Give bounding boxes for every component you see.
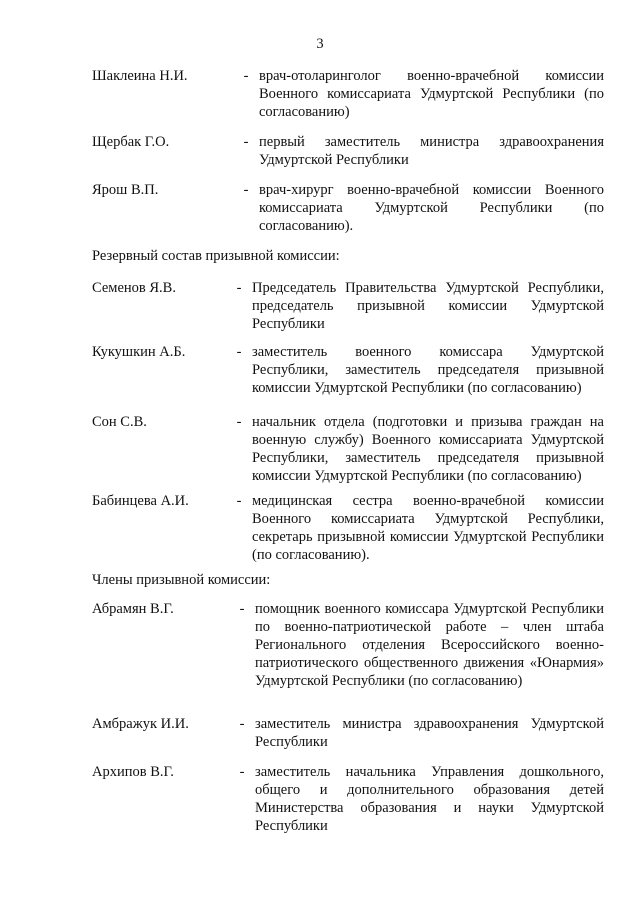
person-name: Щербак Г.О.	[92, 134, 170, 150]
dash-separator: -	[243, 134, 249, 150]
person-position: заместитель военного комиссара Удмуртской Республики, заместитель председателя призывной комиссии Удмуртской Республики (по согласованию)	[252, 344, 604, 396]
dash-separator: -	[239, 764, 245, 780]
dash-separator: -	[239, 601, 245, 617]
person-position: Председатель Правительства Удмуртской Республики, председатель призывной комиссии Удмуртской Республики	[252, 280, 604, 332]
person-position: врач-хирург военно-врачебной комиссии Военного комиссариата Удмуртской Республики (по согласованию).	[259, 182, 604, 234]
person-name: Шаклеина Н.И.	[92, 68, 188, 84]
person-name: Кукушкин А.Б.	[92, 344, 186, 360]
person-name: Ярош В.П.	[92, 182, 159, 198]
section-heading-members: Члены призывной комиссии:	[92, 572, 271, 588]
dash-separator: -	[236, 344, 242, 360]
page-number: 3	[316, 36, 324, 52]
person-name: Семенов Я.В.	[92, 280, 176, 296]
dash-separator: -	[243, 182, 249, 198]
person-position: первый заместитель министра здравоохранения Удмуртской Республики	[259, 134, 604, 168]
person-name: Бабинцева А.И.	[92, 493, 189, 509]
person-name: Архипов В.Г.	[92, 764, 174, 780]
person-position: начальник отдела (подготовки и призыва граждан на военную службу) Военного комиссариата Удмуртской Республики, заместитель председателя призывной комиссии Удмуртской Республики (по согласованию)	[252, 414, 604, 484]
person-name: Абрамян В.Г.	[92, 601, 174, 617]
person-position: заместитель министра здравоохранения Удмуртской Республики	[255, 716, 604, 750]
section-heading-reserve: Резервный состав призывной комиссии:	[92, 248, 340, 264]
dash-separator: -	[236, 493, 242, 509]
person-position: помощник военного комиссара Удмуртской Республики по военно-патриотической работе – член штаба Регионального отделения Всероссийского военно-патриотического общественного движения «Юнармия» Удмуртской Республики (по согласованию)	[255, 601, 604, 689]
person-name: Сон С.В.	[92, 414, 147, 430]
person-name: Амбражук И.И.	[92, 716, 189, 732]
person-position: медицинская сестра военно-врачебной комиссии Военного комиссариата Удмуртской Республики, секретарь призывной комиссии Удмуртской Республики (по согласованию).	[252, 493, 604, 563]
person-position: заместитель начальника Управления дошкольного, общего и дополнительного образования детей Министерства образования и науки Удмуртской Республики	[255, 764, 604, 834]
dash-separator: -	[236, 280, 242, 296]
dash-separator: -	[236, 414, 242, 430]
dash-separator: -	[239, 716, 245, 732]
person-position: врач-отоларинголог военно-врачебной комиссии Военного комиссариата Удмуртской Республики (по согласованию)	[259, 68, 604, 120]
dash-separator: -	[243, 68, 249, 84]
